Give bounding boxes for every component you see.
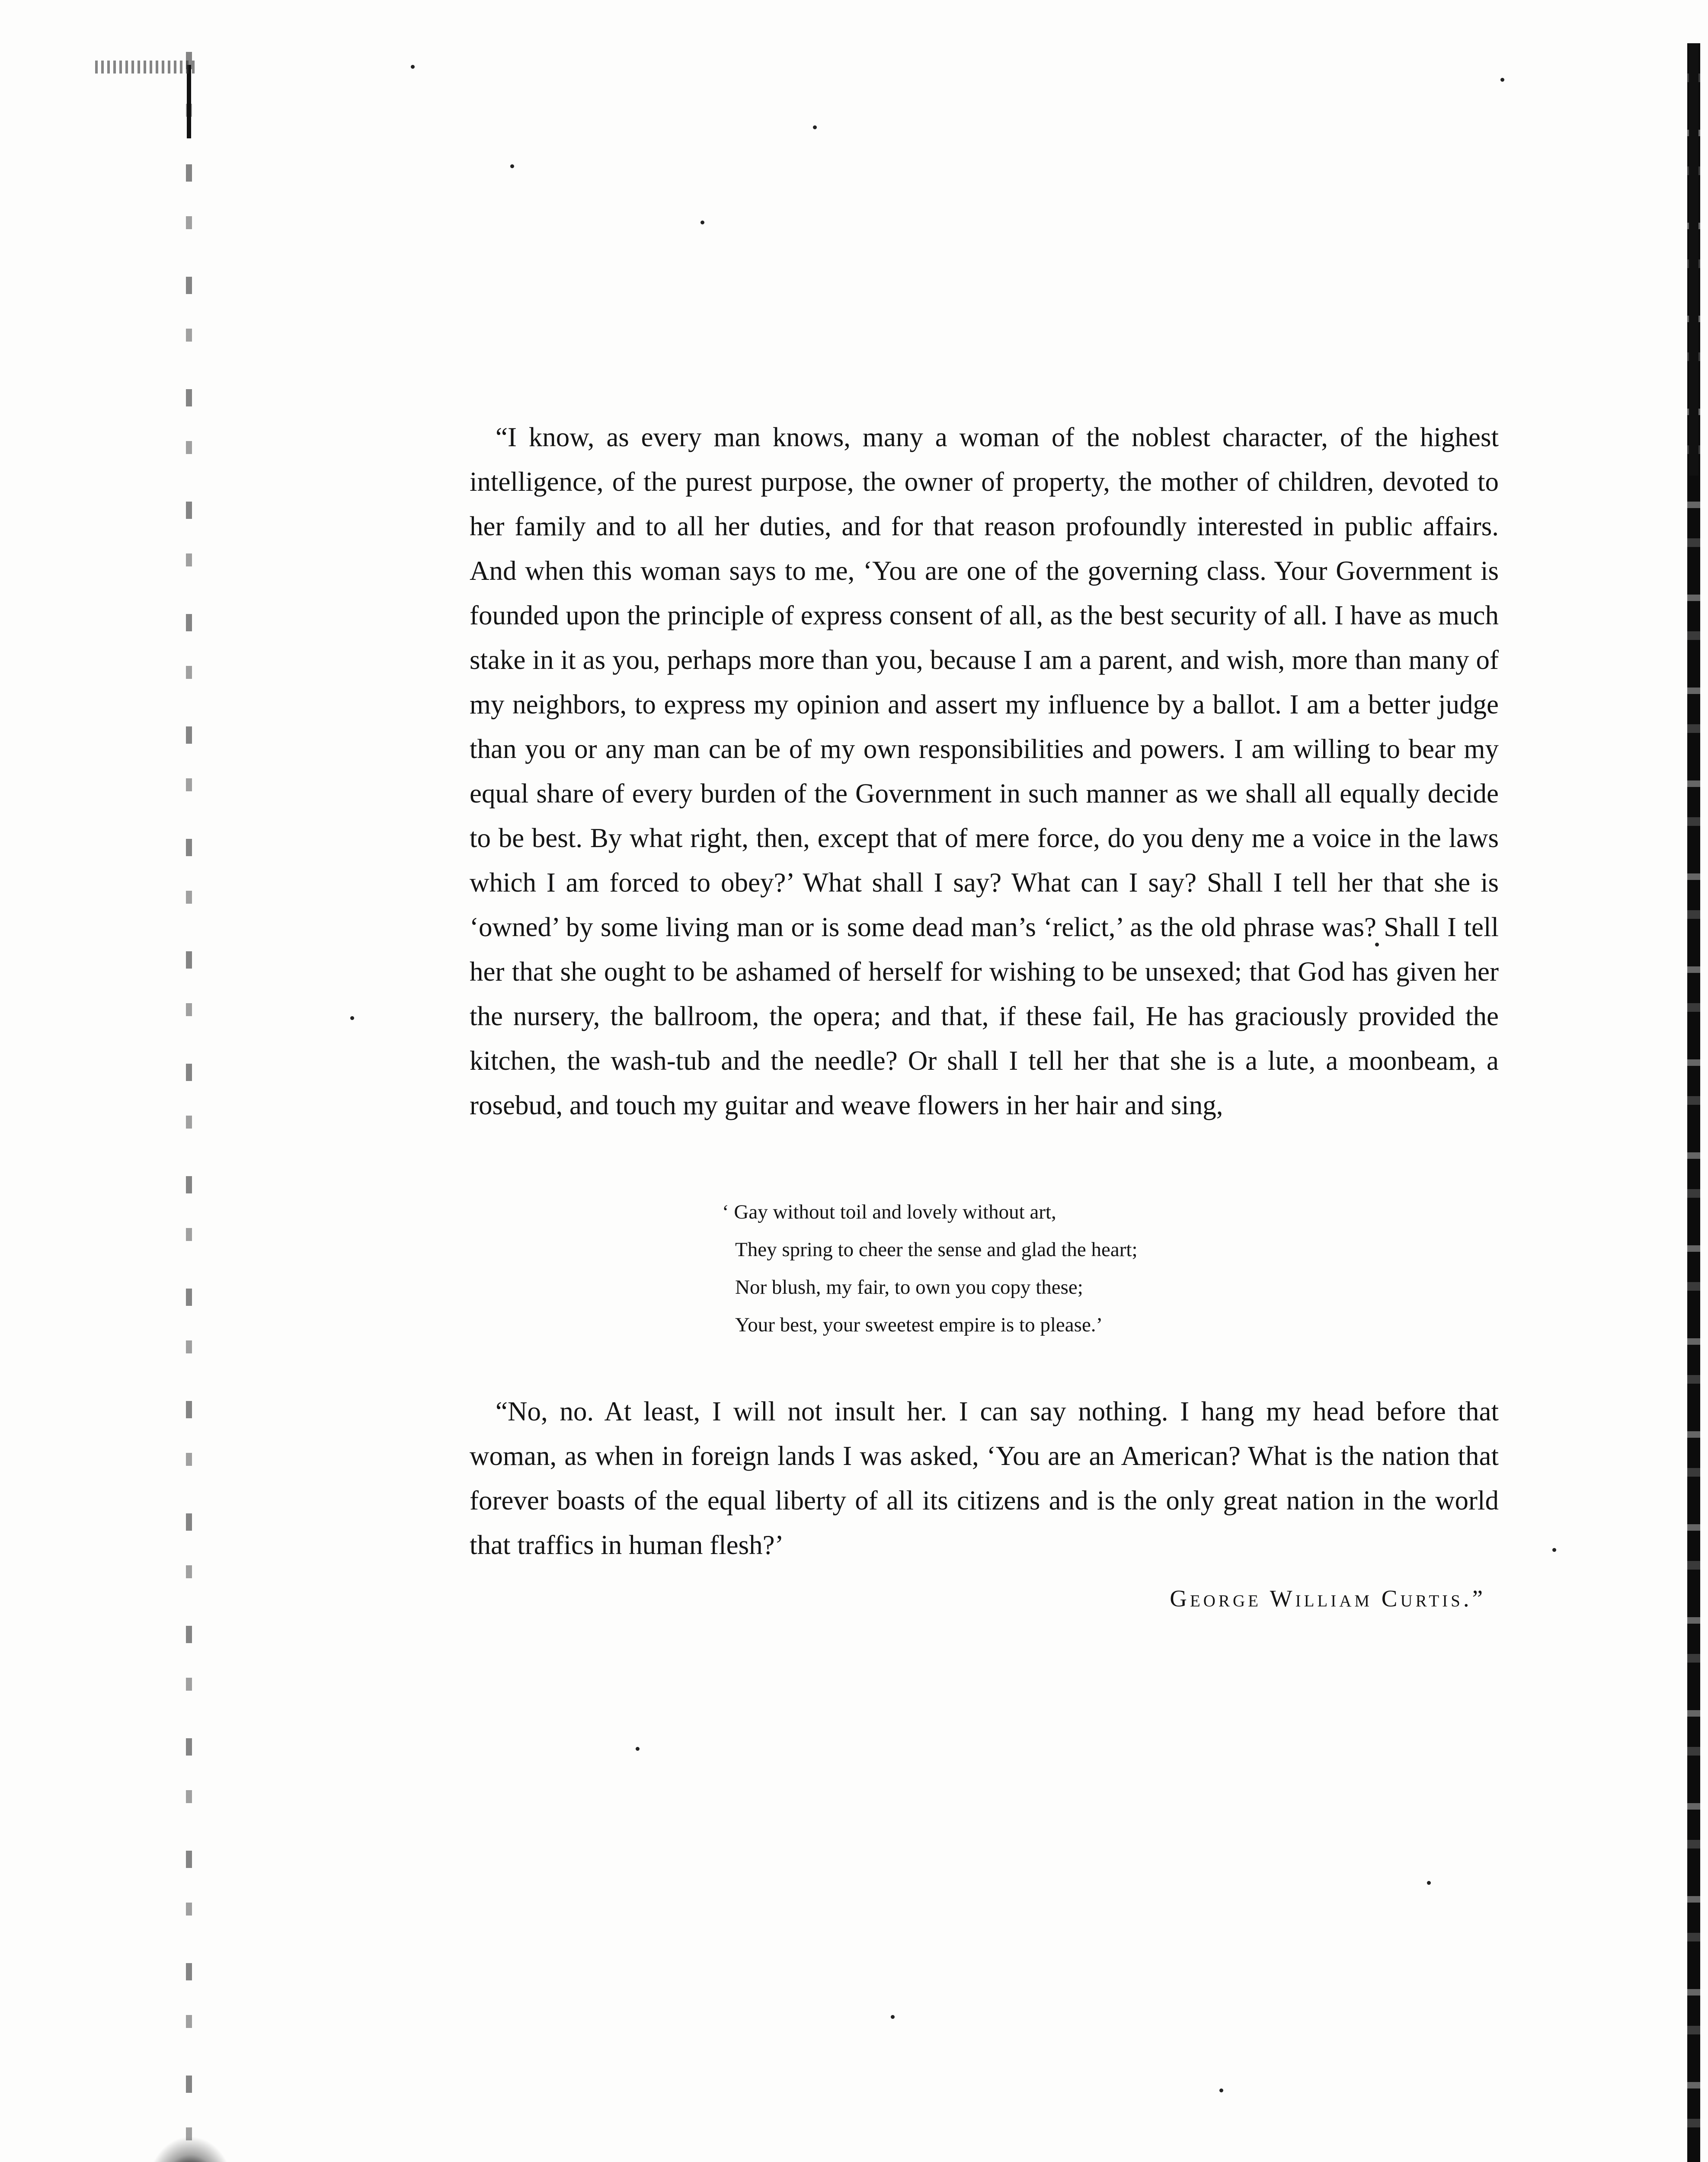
verse-line-1: ‘ Gay without toil and lovely without art, (722, 1201, 1056, 1223)
scan-speck (1500, 78, 1504, 82)
verse-line-2: They spring to cheer the sense and glad the heart; (735, 1238, 1138, 1261)
scan-speck (411, 65, 415, 69)
verse-quotation (722, 1193, 1499, 1344)
quotation-paragraph-1: “I know, as every man knows, many a woman of the noblest character, of the highest intelligence, of the purest purpose, the owner of property, the mother of children, devoted to her family and to all her duties, and for that reason profoundly interested in public affairs. And when this woman says to me, ‘You are one of the governing class. Your Government is founded upon the principle of express consent of all, as the best security of all. I have as much stake in it as you, perhaps more than you, because I am a parent, and wish, more than many of my neighbors, to express my opinion and assert my influence by a ballot. I am a better judge than you or any man can be of my own responsibilities and powers. I am willing to bear my equal share of every burden of the Government in such manner as we shall all equally decide to be best. By what right, then, except that of mere force, do you deny me a voice in the laws which I am forced to obey?’ What shall I say? What can I say? Shall I tell her that she is ‘owned’ by some living man or is some dead man’s ‘relict,’ as the old phrase was? Shall I tell her that she ought to be ashamed of herself for wishing to be unsexed; that God has given her the nursery, the ballroom, the opera; and that, if these fail, He has graciously provided the kitchen, the wash-tub and the needle? Or shall I tell her that she is a lute, a moonbeam, a rosebud, and touch my guitar and weave flowers in her hair and sing, (470, 422, 1499, 1120)
scan-speck (891, 2015, 895, 2019)
right-edge-mark (1689, 43, 1698, 476)
quotation-text-block (470, 415, 1499, 1620)
scan-speck (813, 125, 817, 129)
author-signature: George William Curtis.” (1170, 1585, 1486, 1612)
verse-line-3: Nor blush, my fair, to own you copy these; (735, 1276, 1083, 1298)
top-left-scan-noise (95, 61, 195, 74)
left-binding-shadow (186, 52, 192, 2162)
scan-speck (510, 164, 514, 168)
bottom-left-scan-blot (147, 2136, 233, 2162)
verse-line-4: Your best, your sweetest empire is to please.’ (735, 1314, 1103, 1336)
left-edge-mark (187, 65, 191, 138)
scan-speck (1427, 1881, 1431, 1885)
scan-speck (350, 1016, 354, 1020)
scan-speck (1219, 2088, 1223, 2092)
scan-speck (700, 221, 704, 224)
scan-speck (1552, 1548, 1556, 1552)
scan-speck (636, 1747, 640, 1751)
quotation-paragraph-2: “No, no. At least, I will not insult her. I can say nothing. I hang my head before that woman, as when in foreign lands I was asked, ‘You are an American? What is the nation that forever boasts of the equal liberty of all its citizens and is the only great nation in the world that traffics in human flesh?’ (470, 1396, 1499, 1560)
